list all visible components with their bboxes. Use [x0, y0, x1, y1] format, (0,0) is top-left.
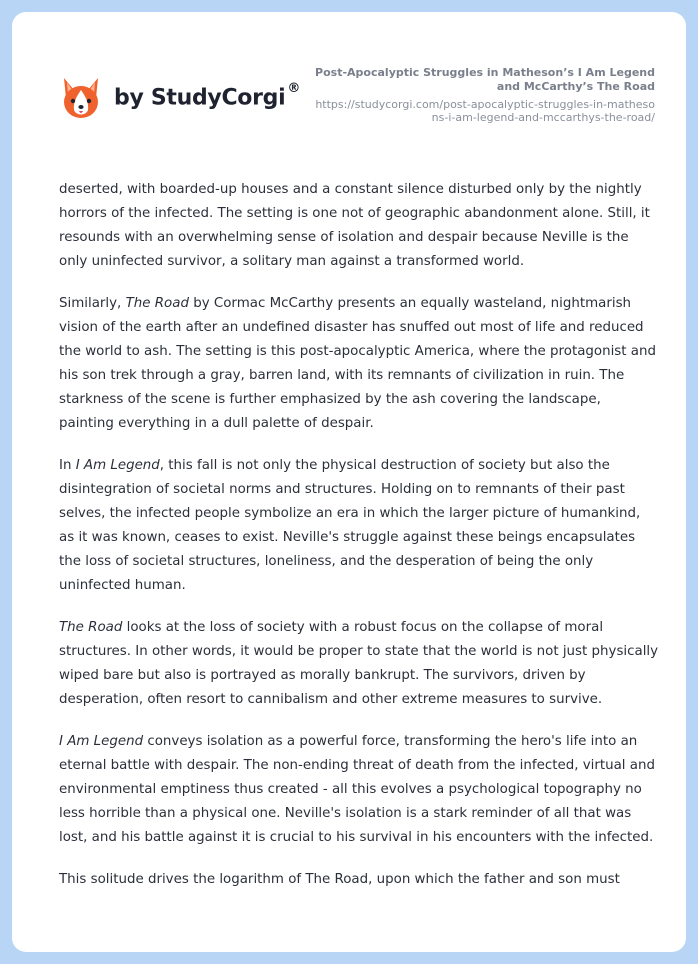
paragraph-text: This solitude drives the logarithm of The Road, upon which the father and son must — [59, 872, 620, 887]
book-title: I Am Legend — [75, 458, 160, 473]
paragraph-text: conveys isolation as a powerful force, transforming the hero's life into an eternal battle with despair. The non-ending threat of death from the infected, virtual and environmental emptiness thus created - all this evolves a psychological topography no less horrible than a physical one. Neville's isolation is a stark reminder of all that was lost, and his battle against it is crucial to his survival in his encounters with the infected. — [59, 734, 655, 845]
book-title: The Road — [59, 620, 123, 635]
brand-text: by StudyCorgi — [114, 85, 286, 111]
book-title: I Am Legend — [59, 734, 144, 749]
essay-body — [59, 178, 659, 910]
registered-mark: ® — [287, 81, 301, 97]
paragraph — [59, 292, 659, 436]
paragraph — [59, 730, 659, 850]
document-url[interactable]: https://studycorgi.com/post-apocalyptic-struggles-in-mathesons-i-am-legend-and-mccarthys-the-road/ — [315, 98, 655, 124]
paragraph-text: deserted, with boarded-up houses and a constant silence disturbed only by the nightly horrors of the infected. The setting is one not of geographic abandonment alone. Still, it resounds with an overwhelming sense of isolation and despair because Neville is the only uninfected survivor, a solitary man against a transformed world. — [59, 182, 650, 269]
paragraph — [59, 178, 659, 274]
paragraph-text: , this fall is not only the physical destruction of society but also the disintegration of societal norms and structures. Holding on to remnants of their past selves, the infected people symbolize an era in which the larger picture of humankind, as it was known, ceases to exist. Neville's struggle against these beings encapsulates the loss of societal structures, loneliness, and the desperation of being the only uninfected human. — [59, 458, 641, 593]
paragraph-text: In — [59, 458, 76, 473]
paragraph — [59, 616, 659, 712]
document-meta — [315, 66, 655, 124]
book-title: The Road — [125, 296, 189, 311]
studycorgi-logo[interactable] — [60, 76, 300, 120]
document-title: Post-Apocalyptic Struggles in Matheson’s I Am Legend and McCarthy’s The Road — [315, 66, 655, 93]
paragraph-text: by Cormac McCarthy presents an equally wasteland, nightmarish vision of the earth after an undefined disaster has snuffed out most of life and reduced the world to ash. The setting is this post-apocalyptic America, where the protagonist and his son trek through a gray, barren land, with its remnants of civilization in ruin. The starkness of the scene is further emphasized by the ash covering the landscape, painting everything in a dull palette of despair. — [59, 296, 656, 431]
paragraph — [59, 868, 659, 892]
paragraph — [59, 454, 659, 598]
brand-name — [114, 81, 301, 111]
corgi-icon — [60, 76, 102, 120]
document-page — [12, 12, 686, 952]
header — [12, 12, 686, 162]
paragraph-text: Similarly, — [59, 296, 126, 311]
paragraph-text: looks at the loss of society with a robust focus on the collapse of moral structures. In other words, it would be proper to state that the world is not just physically wiped bare but also is portrayed as morally bankrupt. The survivors, driven by desperation, often resort to cannibalism and other extreme measures to survive. — [59, 620, 659, 707]
